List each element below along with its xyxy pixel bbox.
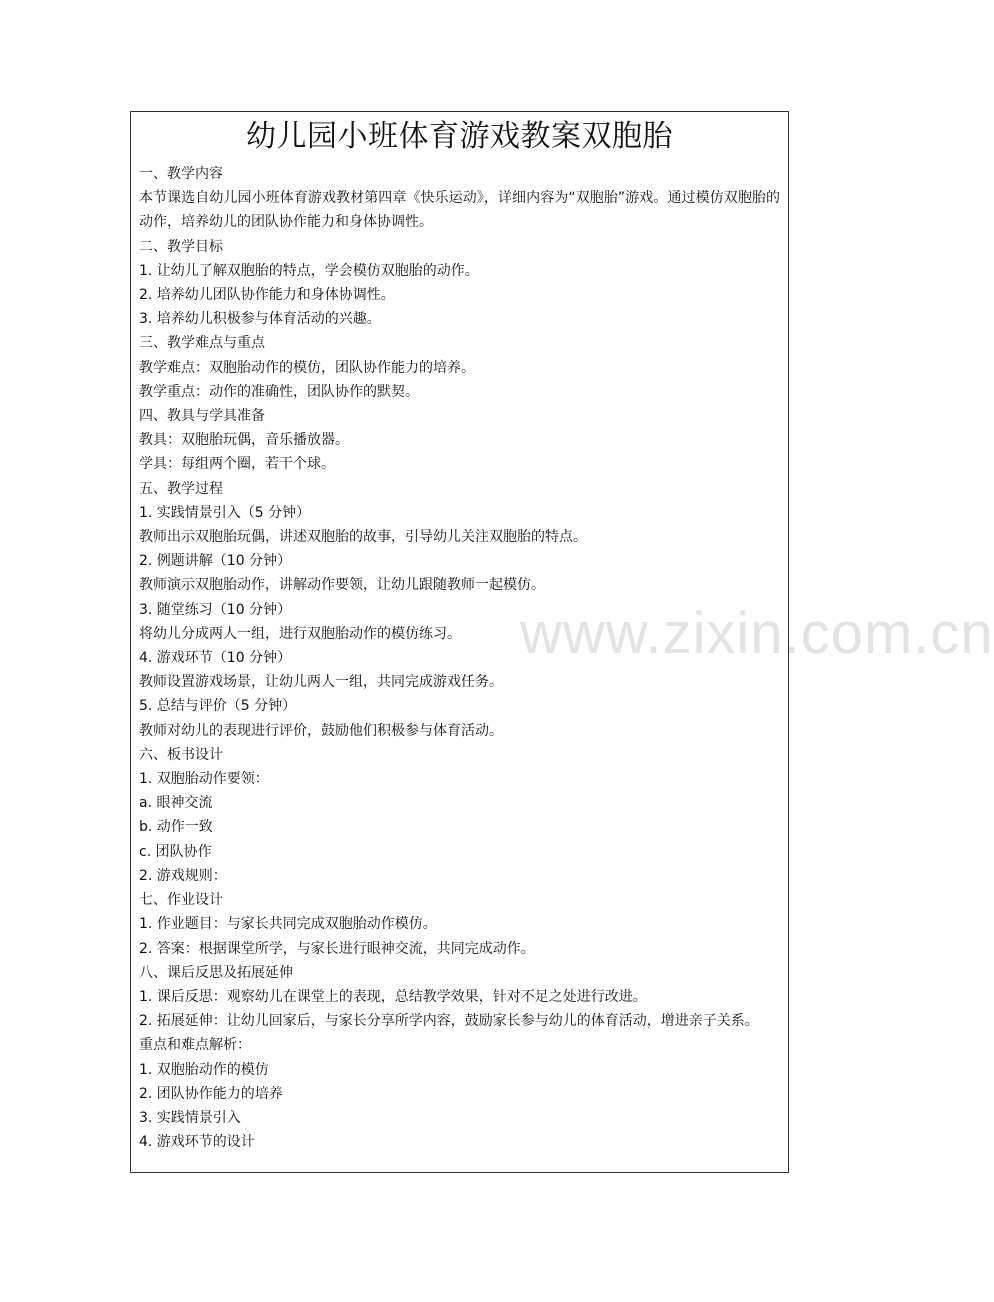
list-item: 3. 实践情景引入: [139, 1109, 241, 1126]
list-item: 2. 培养幼儿团队协作能力和身体协调性。: [139, 287, 395, 304]
list-item: 4. 游戏环节的设计: [139, 1134, 255, 1151]
list-item: 1. 课后反思：观察幼儿在课堂上的表现，总结教学效果，针对不足之处进行改进。: [139, 988, 647, 1005]
section-heading: 六、板书设计: [139, 746, 223, 763]
list-item: 5. 总结与评价（5 分钟）: [139, 698, 297, 715]
list-item: 1. 双胞胎动作要领：: [139, 771, 269, 788]
watermark: www.zixin.com.cn: [520, 601, 994, 666]
section-heading: 重点和难点解析：: [139, 1037, 251, 1054]
list-item: 3. 随堂练习（10 分钟）: [139, 601, 292, 618]
section-heading: 七、作业设计: [139, 892, 223, 909]
document-frame: [130, 111, 789, 1173]
list-item: 2. 团队协作能力的培养: [139, 1085, 283, 1102]
list-item: 1. 作业题目：与家长共同完成双胞胎动作模仿。: [139, 916, 437, 933]
section-heading: 八、课后反思及拓展延伸: [139, 964, 293, 981]
section-heading: 四、教具与学具准备: [139, 408, 265, 425]
list-item: a. 眼神交流: [139, 795, 213, 812]
list-item: 4. 游戏环节（10 分钟）: [139, 650, 292, 667]
list-item: b. 动作一致: [139, 819, 213, 836]
paragraph: 本节课选自幼儿园小班体育游戏教材第四章《快乐运动》，详细内容为“双胞胎”游戏。通过模仿双胞胎的动作，培养幼儿的团队协作能力和身体协调性。: [139, 190, 780, 231]
paragraph: 学具：每组两个圈，若干个球。: [139, 456, 335, 473]
paragraph: 教师设置游戏场景，让幼儿两人一组，共同完成游戏任务。: [139, 674, 503, 691]
list-item: 2. 游戏规则：: [139, 867, 227, 884]
paragraph: 教学难点：双胞胎动作的模仿，团队协作能力的培养。: [139, 359, 475, 376]
list-item: 1. 让幼儿了解双胞胎的特点，学会模仿双胞胎的动作。: [139, 262, 479, 279]
paragraph: 教师对幼儿的表现进行评价，鼓励他们积极参与体育活动。: [139, 722, 503, 739]
document-content: [139, 112, 780, 1154]
section-heading: 二、教学目标: [139, 238, 223, 255]
paragraph: 教具：双胞胎玩偶，音乐播放器。: [139, 432, 349, 449]
list-item: 2. 拓展延伸：让幼儿回家后，与家长分享所学内容，鼓励家长参与幼儿的体育活动，增进亲子关系。: [139, 1013, 759, 1030]
list-item: c. 团队协作: [139, 843, 212, 860]
list-item: 1. 双胞胎动作的模仿: [139, 1061, 269, 1078]
section-heading: 一、教学内容: [139, 166, 223, 182]
list-item: 2. 例题讲解（10 分钟）: [139, 553, 292, 570]
paragraph: 教学重点：动作的准确性，团队协作的默契。: [139, 383, 419, 400]
document-title: 幼儿园小班体育游戏教案双胞胎: [246, 119, 673, 154]
paragraph: 教师演示双胞胎动作，讲解动作要领，让幼儿跟随教师一起模仿。: [139, 577, 545, 594]
list-item: 3. 培养幼儿积极参与体育活动的兴趣。: [139, 311, 381, 328]
list-item: 2. 答案：根据课堂所学，与家长进行眼神交流，共同完成动作。: [139, 940, 535, 957]
section-heading: 五、教学过程: [139, 480, 223, 497]
paragraph: 将幼儿分成两人一组，进行双胞胎动作的模仿练习。: [139, 625, 461, 642]
section-heading: 三、教学难点与重点: [139, 335, 265, 352]
paragraph: 教师出示双胞胎玩偶，讲述双胞胎的故事，引导幼儿关注双胞胎的特点。: [139, 529, 587, 546]
list-item: 1. 实践情景引入（5 分钟）: [139, 504, 311, 521]
